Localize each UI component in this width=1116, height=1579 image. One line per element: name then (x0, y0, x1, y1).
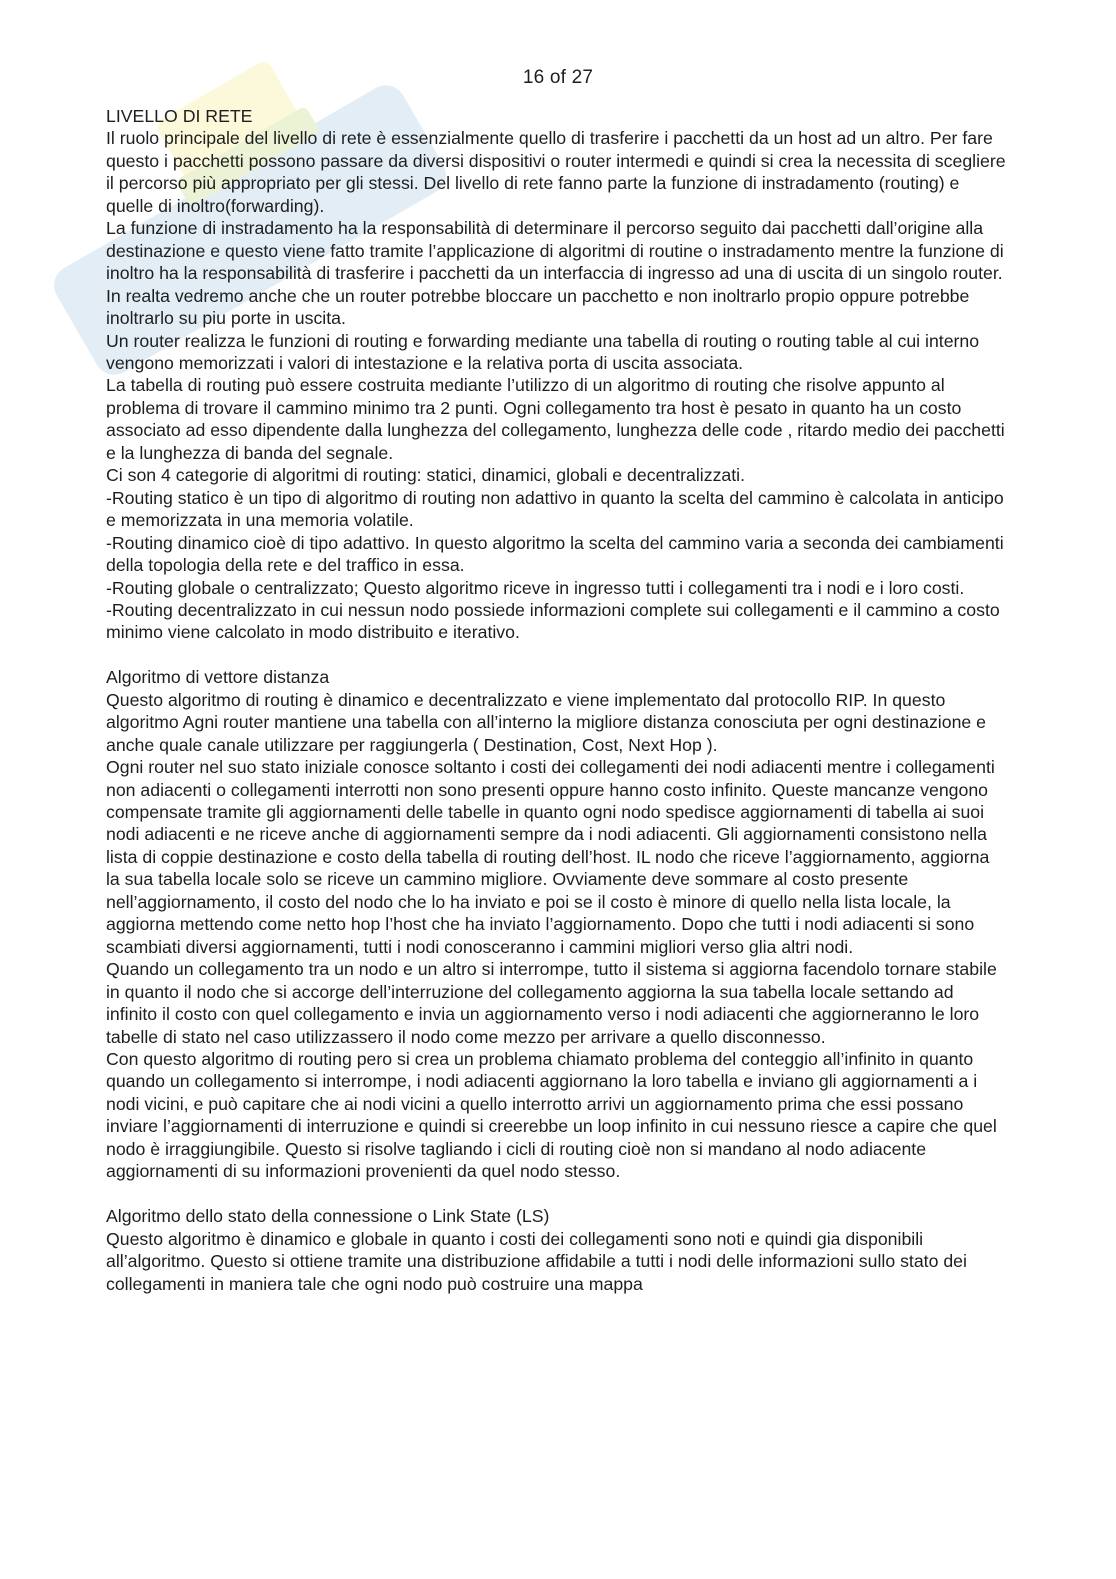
paragraph: La tabella di routing può essere costruita mediante l’utilizzo di un algoritmo di routing che risolve appunto al problema di trovare il cammino minimo tra 2 punti. Ogni collegamento tra host è pesato in quanto ha un costo associato ad esso dipendente dalla lunghezza del collegamento, lunghezza delle code , ritardo medio dei pacchetti e la lunghezza di banda del segnale. (106, 375, 1005, 463)
section-title-vettore-distanza: Algoritmo di vettore distanza (106, 667, 330, 688)
list-item: -Routing globale o centralizzato; Questo algoritmo riceve in ingresso tutti i collegamenti tra i nodi e i loro costi. (106, 577, 965, 598)
paragraph: Con questo algoritmo di routing pero si crea un problema chiamato problema del conteggio all’infinito in quanto quando un collegamento si interrompe, i nodi adiacenti aggiornano la loro tabella e inviano gli aggiornamenti a i nodi vicini, e può capitare che ai nodi vicini a quello interrotto arrivi un aggiornamento prima che essi possano inviare l’aggiornamenti di interruzione e quindi si creerebbe un loop infinito in cui nessuno riesce a capire che quel nodo è irraggiungibile. Questo si risolve tagliando i cicli di routing cioè non si mandano al nodo adiacente aggiornamenti di su informazioni provenienti da quel nodo stesso. (106, 1049, 997, 1182)
spacer (106, 644, 1006, 666)
paragraph: Questo algoritmo è dinamico e globale in quanto i costi dei collegamenti sono noti e quindi gia disponibili all’algoritmo. Questo si ottiene tramite una distribuzione affidabile a tutti i nodi delle informazioni sullo stato dei collegamenti in maniera tale che ogni nodo può costruire una mappa (106, 1228, 967, 1294)
spacer (106, 1183, 1006, 1205)
paragraph: Quando un collegamento tra un nodo e un altro si interrompe, tutto il sistema si aggiorna facendolo tornare stabile in quanto il nodo che si accorge dell’interruzione del collegamento aggiorna la sua tabella locale settando ad infinito il costo con quel collegamento e invia un aggiornamento verso i nodi adiacenti che aggiorneranno le loro tabelle di stato nel caso utilizzassero il nodo come mezzo per arrivare a quello disconnesso. (106, 959, 997, 1047)
list-item: -Routing statico è un tipo di algoritmo di routing non adattivo in quanto la scelta del cammino è calcolata in anticipo e memorizzata in una memoria volatile. (106, 487, 1004, 531)
document-body (106, 105, 1006, 1295)
page-number: 16 of 27 (522, 67, 594, 88)
paragraph: Ogni router nel suo stato iniziale conosce soltanto i costi dei collegamenti dei nodi adiacenti mentre i collegamenti non adiacenti o collegamenti interrotti non sono presenti oppure hanno costo infinito. Queste mancanze vengono compensate tramite gli aggiornamenti delle tabelle in quanto ogni nodo spedisce aggiornamenti di tabella ai suoi nodi adiacenti e ne riceve anche di aggiornamenti sempre da i nodi adiacenti. Gli aggiornamenti consistono nella lista di coppie destinazione e costo della tabella di routing dell’host. IL nodo che riceve l’aggiornamento, aggiorna la sua tabella locale solo se riceve un cammino migliore. Ovviamente deve sommare al costo presente nell’aggiornamento, il costo del nodo che lo ha inviato e poi se il costo è minore di quello nella lista locale, la aggiorna mettendo come netto hop l’host che ha inviato l’aggiornamento. Dopo che tutti i nodi adiacenti si sono scambiati diversi aggiornamenti, tutti i nodi conosceranno i cammini migliori verso glia altri nodi. (106, 757, 995, 957)
paragraph: La funzione di instradamento ha la responsabilità di determinare il percorso seguito dai pacchetti dall’origine alla destinazione e questo viene fatto tramite l’applicazione di algoritmi di routine o instradamento mentre la funzione di inoltro ha la responsabilità di trasferire i pacchetti da un interfaccia di ingresso ad una di uscita di un singolo router. In realta vedremo anche che un router potrebbe bloccare un pacchetto e non inoltrarlo propio oppure potrebbe inoltrarlo su piu porte in uscita. (106, 218, 1004, 329)
list-item: -Routing dinamico cioè di tipo adattivo. In questo algoritmo la scelta del cammino varia a seconda dei cambiamenti della topologia della rete e del traffico in essa. (106, 532, 1004, 576)
paragraph: Il ruolo principale del livello di rete è essenzialmente quello di trasferire i pacchetti da un host ad un altro. Per fare questo i pacchetti possono passare da diversi dispositivi o router intermedi e quindi si crea la necessita di scegliere il percorso più appropriato per gli stessi. Del livello di rete fanno parte la funzione di instradamento (routing) e quelle di inoltro(forwarding). (106, 128, 1006, 216)
section-title-livello-di-rete: LIVELLO DI RETE (106, 106, 253, 126)
list-item: -Routing decentralizzato in cui nessun nodo possiede informazioni complete sui collegamenti e il cammino a costo minimo viene calcolato in modo distribuito e iterativo. (106, 599, 1000, 643)
paragraph: Ci son 4 categorie di algoritmi di routing: statici, dinamici, globali e decentralizzati. (106, 465, 746, 486)
paragraph: Questo algoritmo di routing è dinamico e decentralizzato e viene implementato dal protocollo RIP. In questo algoritmo Agni router mantiene una tabella con all’interno la migliore distanza conosciuta per ogni destinazione e anche quale canale utilizzare per raggiungerla ( Destination, Cost, Next Hop ). (106, 689, 986, 755)
section-title-link-state: Algoritmo dello stato della connessione o Link State (LS) (106, 1206, 550, 1227)
paragraph: Un router realizza le funzioni di routing e forwarding mediante una tabella di routing o routing table al cui interno vengono memorizzati i valori di intestazione e la relativa porta di uscita associata. (106, 330, 980, 373)
